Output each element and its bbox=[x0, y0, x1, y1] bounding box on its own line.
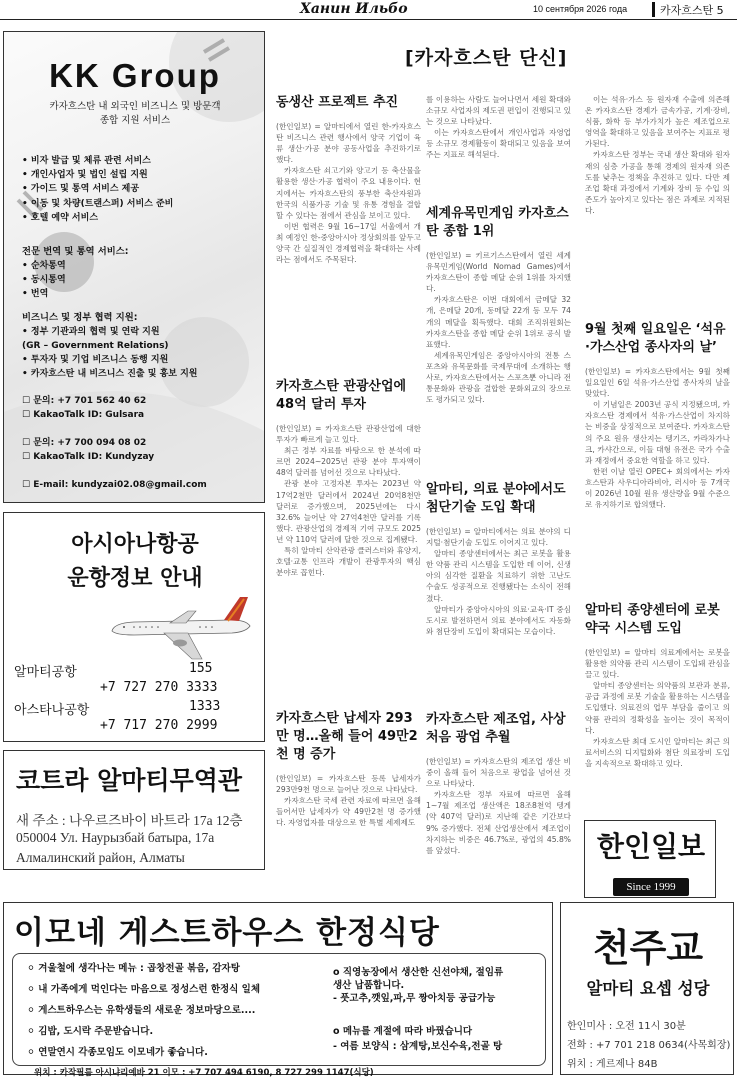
guest-menu-item: ⚪ 연말연시 각종모임도 이모네가 좋습니다. bbox=[27, 1047, 208, 1058]
article-paragraph: 관광 분야 고정자본 투자는 2023년 약 17억2천만 달러에서 2024년 20억8천만 달러로 증가했으며, 2025년에는 다시 32.6% 늘어난 약 27억4천만 달러를 기록했다. 관광산업의 경제적 기여 규모도 2025년 약 110억 달러에 달한 것으로 집계됐다. bbox=[276, 479, 421, 544]
church-subtitle: 알마티 요셉 성당 bbox=[586, 979, 710, 998]
article-headline: 카자흐스탄 납세자 293만 명…올해 들어 49만2천 명 증가 bbox=[276, 711, 418, 762]
article-manufacturing-cont bbox=[585, 94, 730, 216]
kk-biz-section bbox=[22, 311, 198, 381]
article-headline: 세계유목민게임 카자흐스탄 종합 1위 bbox=[426, 206, 569, 239]
kk-subtitle-line: 종합 지원 서비스 bbox=[99, 115, 171, 126]
article-robot-pharmacy bbox=[585, 602, 730, 769]
newspaper-name: Ханин Ильбо bbox=[300, 1, 408, 17]
article-paragraph: (한인일보) = 카자흐스탄 관광산업에 대한 투자가 빠르게 늘고 있다. bbox=[276, 424, 421, 445]
guest-menu-item: ⚪ 김밥, 도시락 주문받습니다. bbox=[27, 1026, 154, 1037]
article-tourism-investment bbox=[276, 378, 421, 578]
church-title: 천주교 bbox=[592, 926, 704, 970]
article-paragraph: 최근 정부 자료를 바탕으로 한 분석에 따르면 2024~2025년 관광 분야 투자액이 48억 달러를 넘어선 것으로 나타났다. bbox=[276, 446, 421, 478]
kk-group-ad bbox=[3, 31, 265, 503]
contact-phone: ☐ 문의: +7 700 094 08 02 bbox=[22, 438, 147, 448]
contact-kakao: ☐ KakaoTalk ID: Kundyzay bbox=[22, 452, 155, 462]
article-headline: 카자흐스탄 관광산업에 48억 달러 투자 bbox=[276, 379, 407, 412]
article-headline: 카자흐스탄 제조업, 사상 처음 광업 추월 bbox=[426, 712, 566, 745]
article-paragraph: 이는 석유·가스 등 원자재 수출에 의존해온 카자흐스탄 경제가 금속가공, 기계·장비, 식품, 화학 등 부가가치가 높은 제조업으로 영역을 확대하고 있음을 보여주는 지표로 평가된다. bbox=[585, 95, 730, 149]
service-item: • 개인사업자 및 법인 설립 지원 bbox=[22, 170, 148, 181]
biz-item: (GR – Government Relations) bbox=[22, 341, 169, 351]
article-taxpayers bbox=[276, 710, 421, 828]
article-paragraph: 알마티 종양센터는 의약품의 보관과 분류, 공급 과정에 로봇 기술을 활용하는 시스템을 도입했다. 의료진의 업무 부담을 줄이고 의약품 관리의 정확성을 높이는 것이 목적이다. bbox=[585, 681, 730, 735]
kk-subtitle-line: 카자흐스탄 내 외국인 비즈니스 및 방문객 bbox=[49, 101, 221, 112]
article-paragraph: 이 기념일은 2003년 공식 지정됐으며, 카자흐스탄 경제에서 석유·가스산업이 차지하는 비중을 상징적으로 보여준다. 카자흐스탄의 주요 원유 생산지는 텡기즈, 카라차가나크, 카샤간으로, 이들 대형 유전은 국가 수출과 재정에서 중요한 역할을 하고 있다. bbox=[585, 400, 730, 465]
article-oil-gas-day bbox=[585, 321, 730, 510]
article-paragraph: 이는 카자흐스탄에서 개인사업과 자영업 등 소규모 경제활동이 확대되고 있음을 보여주는 지표로 해석된다. bbox=[426, 128, 571, 160]
astana-airport-label: 아스타나공항 bbox=[14, 703, 90, 718]
interp-item: • 번역 bbox=[22, 289, 49, 299]
article-paragraph: (한인일보) = 알마티에서 열린 한-카자흐스탄 비즈니스 관련 행사에서 양국 기업이 육류 생산·가공 분야 공동사업을 추진하기로 했다. bbox=[276, 122, 421, 165]
church-phone[interactable]: 전화 : +7 701 218 0634(사목회장) bbox=[567, 1040, 731, 1051]
issue-date: 10 сентября 2026 года bbox=[533, 4, 628, 14]
interp-item: • 순차통역 bbox=[22, 261, 66, 271]
contact-kakao: ☐ KakaoTalk ID: Gulsara bbox=[22, 410, 145, 420]
article-paragraph: (한인일보) = 카자흐스탄에서는 9월 첫째 일요일인 6일 석유·가스산업 종사자의 날을 맞았다. bbox=[585, 367, 730, 399]
service-item: • 이동 및 차량(트랜스퍼) 서비스 준비 bbox=[22, 198, 174, 209]
article-meat-project bbox=[276, 94, 421, 265]
logo-wordmark: 한인일보 bbox=[596, 830, 706, 863]
asiana-subtitle: 운항정보 안내 bbox=[67, 566, 203, 591]
kk-biz-heading: 비즈니스 및 정부 협력 지원: bbox=[22, 312, 138, 323]
article-headline: 알마티, 의료 분야에서도 첨단기술 도입 확대 bbox=[426, 482, 566, 515]
guest-farm-line: o 직영농장에서 생산한 신선야채, 절임류 bbox=[333, 967, 504, 978]
biz-item: • 투자자 및 기업 비즈니스 동행 지원 bbox=[22, 355, 169, 365]
hanin-ilbo-logo bbox=[584, 820, 716, 898]
guest-season-line: - 여름 보양식 : 삼계탕,보신수육,전골 탕 bbox=[333, 1041, 503, 1052]
article-paragraph: 알마티가 중앙아시아의 의료·교육·IT 중심도시로 발전하면서 의료 분야에서도 자동화와 첨단장비 도입이 확대되는 모습이다. bbox=[426, 604, 571, 636]
logo-since: Since 1999 bbox=[613, 878, 689, 896]
airplane-icon bbox=[104, 593, 254, 663]
guesthouse-info-box bbox=[12, 953, 546, 1066]
almaty-airport-label: 알마티공항 bbox=[14, 665, 77, 680]
kk-interp-section bbox=[22, 245, 128, 301]
interp-item: • 동시통역 bbox=[22, 275, 66, 285]
kk-contact-1 bbox=[22, 394, 146, 422]
article-paragraph: 카자흐스탄 최대 도시인 알마티는 최근 의료서비스의 디지털화와 첨단 의료장비 도입을 지속적으로 확대하고 있다. bbox=[585, 736, 730, 768]
article-paragraph: 를 이용하는 사람도 늘어나면서 세원 확대와 소규모 사업자의 제도권 편입이 진행되고 있는 것으로 나타났다. bbox=[426, 95, 571, 127]
article-paragraph: 카자흐스탄 정부는 국내 생산 확대와 원자재의 심층 가공을 통해 경제의 원자재 의존도를 낮추는 정책을 추진하고 있다. 다만 제조업 확대 과정에서 기계와 장비 등 수입 의존도가 높아지고 있다는 점은 과제로 지적된다. bbox=[585, 150, 730, 215]
kotra-ad bbox=[3, 750, 265, 870]
astana-airport-num: 1333 bbox=[189, 699, 221, 714]
biz-item: • 카자흐스탄 내 비즈니스 진출 및 홍보 지원 bbox=[22, 369, 198, 379]
service-item: • 호텔 예약 서비스 bbox=[22, 212, 99, 223]
article-manufacturing bbox=[426, 711, 571, 856]
guest-menu-item: ⚪ 겨울철에 생각나는 메뉴 : 곱창전골 볶음, 감자탕 bbox=[27, 963, 240, 974]
kk-services bbox=[22, 154, 173, 225]
article-taxpayers-cont bbox=[426, 94, 571, 161]
article-paragraph: 세계유목민게임은 중앙아시아의 전통 스포츠와 유목문화를 국제무대에 소개하는 행사로, 카자흐스탄에서는 스포츠뿐 아니라 전통문화와 관광을 결합한 문화외교의 장으로도 평가되고 있다. bbox=[426, 350, 571, 405]
asiana-ad bbox=[3, 512, 265, 742]
church-mass-time: 한인미사 : 오전 11시 30분 bbox=[567, 1021, 686, 1032]
article-paragraph: (한인일보) = 키르기스스탄에서 열린 세계유목민게임(World Nomad Games)에서 카자흐스탄이 종합 메달 순위 1위를 차지했다. bbox=[426, 251, 571, 294]
church-location: 위치 : 게르제나 84B bbox=[567, 1059, 658, 1070]
kk-email: ☐ E-mail: kundyzai02.08@gmail.com bbox=[22, 480, 207, 490]
guest-season-line: o 메뉴를 계절에 따라 바꿨습니다 bbox=[333, 1026, 473, 1037]
article-paragraph: 한편 이날 열린 OPEC+ 회의에서는 카자흐스탄과 사우디아라비아, 러시아 등 7개국이 2026년 10월 원유 생산량을 9월 수준으로 유지하기로 합의했다. bbox=[585, 466, 730, 510]
article-paragraph: 카자흐스탄 정부 자료에 따르면 올해 1~7월 제조업 생산액은 18조8천억 텡게(약 407억 달러)로 지난해 같은 기간보다 9% 증가했다. 전체 산업생산에서 제조업이 차지하는 비중은 46.7%로, 광업의 45.8%를 앞섰다. bbox=[426, 790, 571, 855]
astana-airport-phone[interactable]: +7 717 270 2999 bbox=[100, 718, 218, 733]
article-paragraph: 특히 알마티 산악관광 클러스터와 휴양지, 호텔·교통 인프라 개발이 관광투자의 핵심 분야로 꼽힌다. bbox=[276, 546, 421, 578]
guest-farm-line: 생산 납품합니다. bbox=[333, 980, 405, 991]
article-headline: 동생산 프로젝트 추진 bbox=[276, 95, 399, 110]
page-header bbox=[0, 0, 737, 20]
article-paragraph: (한인일보) = 카자흐스탄 등록 납세자가 293만9천 명으로 늘어난 것으로 나타났다. bbox=[276, 774, 421, 795]
kotra-address-ko: 새 주소 : 나우르즈바이 바트라 17a 12층 bbox=[16, 813, 243, 828]
article-paragraph: 카자흐스탄 국세 관련 자료에 따르면 올해 들어서만 납세자가 약 49만2천 명 증가했다. 자영업자를 대상으로 한 특별 세제제도 bbox=[276, 796, 421, 828]
guest-farm-line: - 풋고추,깻잎,파,무 짱아치등 공급가능 bbox=[333, 993, 496, 1004]
article-paragraph: 카자흐스탄은 이번 대회에서 금메달 32개, 은메달 20개, 동메달 22개 등 모두 74개의 메달을 획득했다. 대회 조직위원회는 카자흐스탄을 종합 메달 순위 1위로 공식 발표했다. bbox=[426, 295, 571, 349]
kk-subtitle bbox=[4, 100, 265, 128]
kk-contact-2 bbox=[22, 436, 154, 464]
section-banner: [카자흐스탄 단신] bbox=[405, 47, 568, 69]
guesthouse-title: 이모네 게스트하우스 한정식당 bbox=[14, 915, 440, 951]
biz-item: • 정부 기관과의 협력 및 연락 지원 bbox=[22, 327, 160, 337]
guest-menu-item: ⚪ 게스트하우스는 유학생들의 새로운 정보마당으로.... bbox=[27, 1005, 256, 1016]
imone-guesthouse-ad bbox=[3, 902, 553, 1075]
asiana-title: 아시아나항공 bbox=[71, 532, 199, 557]
service-item: • 비자 발급 및 체류 관련 서비스 bbox=[22, 156, 151, 166]
almaty-airport-phone[interactable]: +7 727 270 3333 bbox=[100, 680, 218, 695]
article-headline: 알마티 종양센터에 로봇 약국 시스템 도입 bbox=[585, 603, 720, 636]
kotra-title: 코트라 알마티무역관 bbox=[16, 766, 243, 795]
kk-title: KK Group bbox=[49, 57, 221, 94]
almaty-airport-num: 155 bbox=[189, 661, 213, 676]
guesthouse-footer: 위치 : 카작필름 아시냐리예바 21 이모 : +7 707 494 6190, 8 727 299 1147(식당) bbox=[34, 1068, 374, 1077]
article-paragraph: 카자흐스탄 쇠고기와 양고기 등 축산물을 활용한 생산·가공 협력이 주요 내용이다. 현지에서는 카자흐스탄의 풍부한 축산자원과 한국의 식품가공 기술 및 유통 경험을 결합할 수 있다는 점에서 관심을 보이고 있다. bbox=[276, 166, 421, 220]
article-headline: 9월 첫째 일요일은 ‘석유·가스산업 종사자의 날’ bbox=[585, 322, 726, 355]
section-page: 카자흐스탄 5 bbox=[660, 4, 724, 17]
article-paragraph: (한인일보) = 카자흐스탄의 제조업 생산 비중이 올해 들어 처음으로 광업을 넘어선 것으로 나타났다. bbox=[426, 757, 571, 789]
kk-interp-heading: 전문 번역 및 통역 서비스: bbox=[22, 246, 129, 257]
contact-phone: ☐ 문의: +7 701 562 40 62 bbox=[22, 396, 147, 406]
article-medical-tech bbox=[426, 481, 571, 637]
guest-menu-item: ⚪ 내 가족에게 먹인다는 마음으로 정성스런 한정식 일체 bbox=[27, 984, 261, 995]
catholic-church-ad bbox=[560, 902, 734, 1075]
article-paragraph: (한인일보) = 알마티에서는 의료 분야의 디지털·첨단기술 도입도 이어지고 있다. bbox=[426, 527, 571, 548]
kotra-district: Алмалинский район, Алматы bbox=[16, 850, 185, 865]
service-item: • 가이드 및 통역 서비스 제공 bbox=[22, 184, 140, 195]
kotra-address-ru: 050004 Ул. Наурызбай батыра, 17а bbox=[16, 830, 215, 845]
article-paragraph: 이번 협력은 9월 16~17일 서울에서 개최 예정인 한-중앙아시아 정상회의를 앞두고 양국 간 실질적인 경제협력을 확대하는 사례라는 점에서도 주목된다. bbox=[276, 221, 421, 265]
article-paragraph: (한인일보) = 알마티 의료계에서는 로봇을 활용한 의약품 관리 시스템이 도입돼 관심을 끌고 있다. bbox=[585, 648, 730, 680]
article-nomad-games bbox=[426, 205, 571, 405]
header-divider bbox=[652, 2, 655, 17]
article-paragraph: 알마티 종양센터에서는 최근 로봇을 활용한 약품 관리 시스템을 도입한 데 이어, 신생아의 심각한 질환을 치료하기 위한 고난도 수술도 성공적으로 진행됐다는 소식이 전해졌다. bbox=[426, 549, 571, 603]
